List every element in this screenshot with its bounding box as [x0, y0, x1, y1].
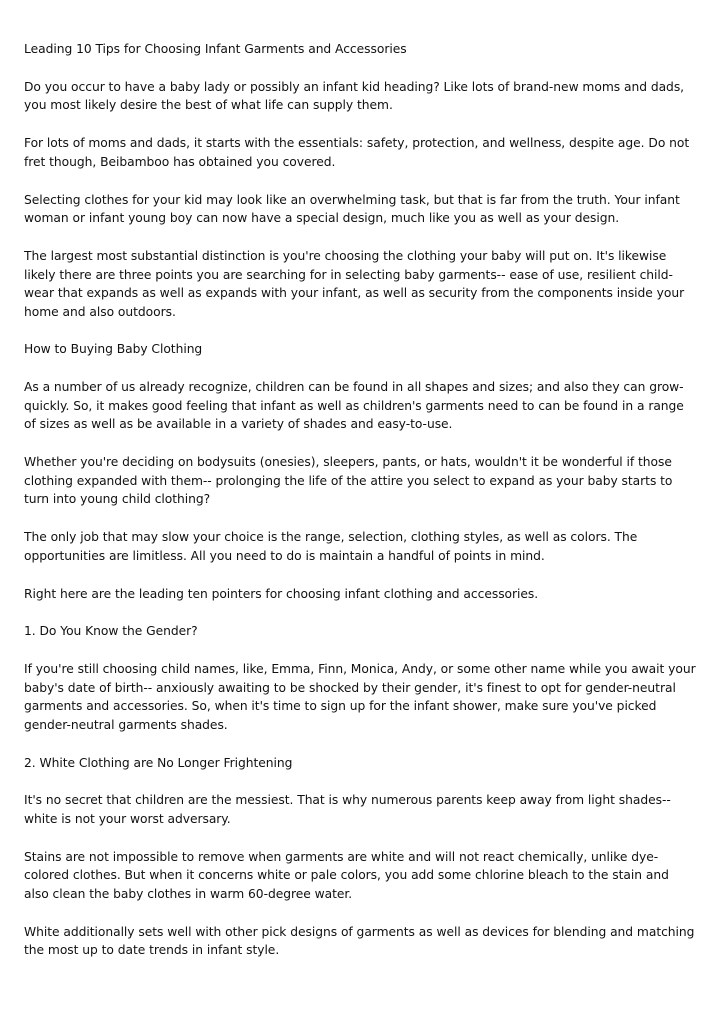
- paragraph: Stains are not impossible to remove when garments are white and will not react chemically, unlike dye-colored clothes. But when it concerns white or pale colors, you add some chlorine bleach to the stain and also clean the baby clothes in warm 60-degree water.: [24, 849, 669, 902]
- paragraph: For lots of moms and dads, it starts with the essentials: safety, protection, and wellness, despite age. Do not fret though, Beibamboo has obtained you covered.: [24, 136, 690, 169]
- paragraph: The largest most substantial distinction is you're choosing the clothing your baby will put on. It's likewise likely there are three points you are searching for in selecting baby garments-- ease of use, resilient child-wear that expands as well as expands with your infant, as well as security from the components inside your home and also outdoors.: [24, 248, 685, 319]
- paragraph: Selecting clothes for your kid may look like an overwhelming task, but that is far from the truth. Your infant woman or infant young boy can now have a special design, much like you as well as your design.: [24, 192, 680, 226]
- paragraph: Right here are the leading ten pointers for choosing infant clothing and accessories.: [24, 586, 539, 601]
- section-heading: 2. White Clothing are No Longer Frightening: [24, 755, 293, 770]
- paragraph: Whether you're deciding on bodysuits (onesies), sleepers, pants, or hats, wouldn't it be wonderful if those clothing expanded with them-- prolonging the life of the attire you select to expand as your baby starts to turn into young child clothing?: [24, 455, 673, 507]
- document-title: Leading 10 Tips for Choosing Infant Garments and Accessories: [24, 42, 407, 56]
- paragraph: Do you occur to have a baby lady or possibly an infant kid heading? Like lots of brand-new moms and dads, you most likely desire the best of what life can supply them.: [24, 79, 685, 113]
- paragraph: White additionally sets well with other pick designs of garments as well as devices for blending and matching the most up to date trends in infant style.: [24, 924, 695, 958]
- paragraph: It's no secret that children are the messiest. That is why numerous parents keep away from light shades-- white is not your worst adversary.: [24, 793, 671, 827]
- section-heading: 1. Do You Know the Gender?: [24, 624, 198, 639]
- section-heading: How to Buying Baby Clothing: [24, 342, 203, 357]
- paragraph: As a number of us already recognize, children can be found in all shapes and sizes; and also they can grow- quickly. So, it makes good feeling that infant as well as children's garments need to can be found in a range of sizes as well as be available in a variety of shades and easy-to-use.: [24, 380, 684, 432]
- document-page: [24, 40, 696, 979]
- paragraph: If you're still choosing child names, like, Emma, Finn, Monica, Andy, or some other name while you await your baby's date of birth-- anxiously awaiting to be shocked by their gender, it's finest to opt for gender-neutral garments and accessories. So, when it's time to sign up for the infant shower, make sure you've picked gender-neutral garments shades.: [24, 662, 696, 732]
- paragraph: The only job that may slow your choice is the range, selection, clothing styles, as well as colors. The opportunities are limitless. All you need to do is maintain a handful of points in mind.: [24, 530, 638, 563]
